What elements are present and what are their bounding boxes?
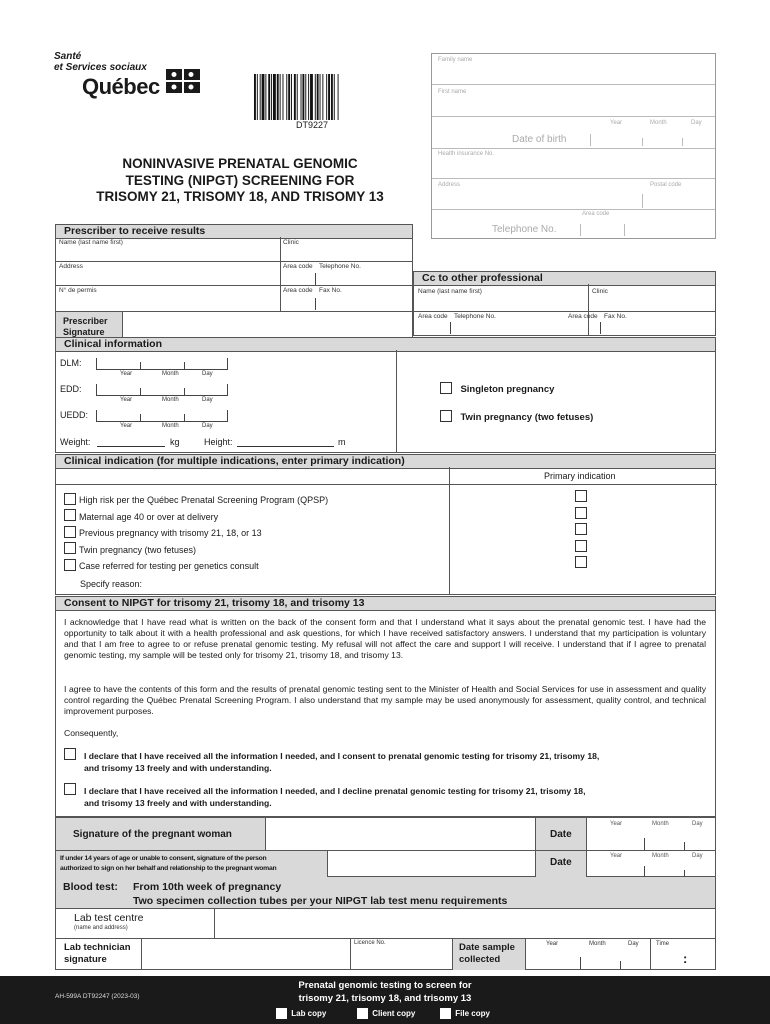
footer-title	[250, 979, 520, 1005]
barcode-bar	[310, 74, 313, 120]
prescriber-area-code-label: Area code	[283, 263, 313, 270]
health-insurance-label: Health insurance No.	[438, 151, 495, 157]
clinical-section	[55, 350, 716, 453]
prescriber-address-label: Address	[59, 263, 83, 270]
consent-section	[55, 609, 716, 817]
twin-option[interactable]	[440, 407, 593, 425]
under14-line-1: If under 14 years of age or unable to consent, signature of the person	[60, 855, 267, 862]
consent-accept-label	[84, 750, 714, 774]
barcode-bar	[262, 74, 265, 120]
cc-fax-area-label: Area code	[568, 313, 598, 320]
edd-year-label: Year	[120, 397, 133, 403]
fleur-de-lis-icon	[166, 69, 200, 93]
cc-fax-label: Fax No.	[604, 313, 627, 320]
barcode-bar	[277, 74, 279, 120]
signature-section	[55, 817, 716, 877]
barcode-bar	[297, 74, 298, 120]
prescriber-telephone-label: Telephone No.	[319, 263, 361, 270]
copy-lab-checkbox[interactable]	[276, 1008, 287, 1019]
barcode-bar	[334, 74, 335, 120]
singleton-option[interactable]	[440, 379, 554, 397]
barcode-bar	[260, 74, 261, 120]
family-name-label: Family name	[438, 57, 473, 63]
uedd-day-label: Day	[202, 423, 213, 429]
barcode-bar	[265, 74, 266, 120]
indication-label: Previous pregnancy with trisomy 21, 18, or 13	[79, 528, 262, 538]
blood-test-label: Blood test:	[63, 881, 118, 893]
barcode	[254, 74, 370, 120]
barcode-bar	[268, 74, 270, 120]
indication-checkbox[interactable]	[64, 493, 76, 505]
height-field[interactable]	[237, 446, 334, 447]
date-label-2: Date	[550, 857, 572, 868]
weight-label: Weight:	[60, 437, 91, 447]
prescriber-section	[55, 237, 413, 339]
address-label: Address	[438, 182, 461, 188]
consent-paragraph-2: I agree to have the contents of this form and the results of prenatal genomic testing sent to the Minister of Health and Social Services for use in assessment and quality control regarding the Québec Prenatal Screening Program. I also understand that my sample may be used anonymously for assessment, quality control, and technical improvement purposes.	[64, 684, 706, 716]
singleton-checkbox[interactable]	[440, 382, 452, 394]
blood-test-section	[55, 877, 716, 970]
dob-year-label: Year	[610, 120, 623, 126]
lab-centre-sub-label: (name and address)	[74, 925, 128, 931]
collected-year-label: Year	[546, 941, 559, 947]
weight-field[interactable]	[97, 446, 165, 447]
lab-technician-line-2: signature	[64, 954, 107, 965]
indication-option[interactable]	[64, 556, 259, 574]
indication-label: High risk per the Québec Prenatal Screening Program (QPSP)	[79, 495, 329, 505]
footer-title-line-1: Prenatal genomic testing to screen for	[298, 980, 472, 991]
collected-day-label: Day	[628, 941, 639, 947]
indication-option[interactable]	[64, 490, 328, 508]
indication-option[interactable]	[64, 540, 196, 558]
cc-telephone-label: Telephone No.	[454, 313, 496, 320]
copy-file-checkbox[interactable]	[440, 1008, 451, 1019]
barcode-bar	[280, 74, 281, 120]
barcode-bar	[257, 74, 258, 120]
copy-lab-label: Lab copy	[291, 1008, 327, 1018]
cc-name-label: Name (last name first)	[418, 288, 482, 295]
cc-section	[413, 284, 716, 336]
prescriber-fax-label: Fax No.	[319, 287, 342, 294]
quebec-logo	[54, 51, 160, 99]
dlm-month-label: Month	[162, 371, 179, 377]
kg-label: kg	[170, 437, 180, 447]
under14-label	[60, 854, 276, 874]
consent-decline-line-1: I declare that I have received all the information I needed, and I decline prenatal genomic testing for trisomy 21, trisomy 18,	[84, 786, 586, 796]
consent-accept-checkbox[interactable]	[64, 748, 76, 760]
blood-test-line-2: Two specimen collection tubes per your NIPGT lab test menu requirements	[133, 895, 508, 907]
cc-clinic-label: Clinic	[592, 288, 608, 295]
prescriber-signature-line-1: Prescriber	[63, 316, 108, 326]
singleton-label: Singleton pregnancy	[460, 384, 555, 395]
cc-area-code-label: Area code	[418, 313, 448, 320]
edd-day-label: Day	[202, 397, 213, 403]
barcode-bar	[301, 74, 302, 120]
barcode-code: DT9227	[295, 120, 329, 130]
clinical-header: Clinical information	[55, 337, 716, 352]
title-line-1: NONINVASIVE PRENATAL GENOMIC	[122, 156, 358, 171]
edd-date-field[interactable]	[96, 382, 228, 396]
dlm-day-label: Day	[202, 371, 213, 377]
sig-month-label-1: Month	[652, 821, 669, 827]
specify-reason-label: Specify reason:	[80, 579, 143, 589]
primary-indication-checkbox[interactable]	[575, 523, 587, 535]
barcode-bar	[326, 74, 327, 120]
barcode-bar	[288, 74, 290, 120]
lab-technician-signature-field[interactable]	[142, 940, 349, 969]
barcode-bar	[305, 74, 306, 120]
primary-indication-checkbox[interactable]	[575, 490, 587, 502]
lab-technician-line-1: Lab technician	[64, 942, 131, 953]
barcode-bar	[283, 74, 284, 120]
consent-decline-label	[84, 785, 714, 809]
patient-id-box[interactable]	[431, 53, 716, 239]
prescriber-permit-label: N° de permis	[59, 287, 97, 294]
prescriber-name-label: Name (last name first)	[59, 239, 123, 246]
twin-checkbox[interactable]	[440, 410, 452, 422]
prescriber-signature-field[interactable]	[124, 313, 412, 337]
consent-accept-line-2: and trisomy 13 freely and with understanding.	[84, 763, 272, 773]
lab-centre-label: Lab test centre	[74, 912, 144, 924]
uedd-month-label: Month	[162, 423, 179, 429]
copy-client-checkbox[interactable]	[357, 1008, 368, 1019]
footer-title-line-2: trisomy 21, trisomy 18, and trisomy 13	[298, 993, 472, 1004]
prescriber-fax-area-label: Area code	[283, 287, 313, 294]
dob-label: Date of birth	[512, 134, 567, 145]
area-code-label: Area code	[582, 211, 610, 217]
consent-accept-line-1: I declare that I have received all the information I needed, and I consent to prenatal genomic testing for trisomy 21, trisomy 18,	[84, 751, 600, 761]
indication-checkbox[interactable]	[64, 509, 76, 521]
sig-day-label-1: Day	[692, 821, 703, 827]
copy-file[interactable]	[440, 1008, 490, 1019]
barcode-bar	[291, 74, 292, 120]
authorized-signature-field[interactable]	[329, 852, 535, 877]
primary-indication-label: Primary indication	[544, 471, 616, 481]
postal-code-label: Postal code	[650, 182, 682, 188]
indication-checkbox[interactable]	[64, 559, 76, 571]
licence-label: Licence No.	[354, 940, 386, 946]
edd-month-label: Month	[162, 397, 179, 403]
collected-month-label: Month	[589, 941, 606, 947]
sig-year-label-1: Year	[610, 821, 623, 827]
title-line-2: TESTING (NIPGT) SCREENING FOR	[125, 172, 355, 188]
pregnant-woman-signature-field[interactable]	[267, 819, 535, 849]
height-label: Height:	[204, 437, 233, 447]
under14-line-2: authorized to sign on her behalf and relationship to the pregnant woman	[60, 865, 277, 872]
logo-line-1: Santé	[54, 51, 82, 62]
lab-centre-field[interactable]	[215, 910, 715, 938]
barcode-bar	[302, 74, 304, 120]
prescriber-header: Prescriber to receive results	[55, 224, 413, 239]
barcode-bar	[308, 74, 309, 120]
sig-year-label-2: Year	[610, 853, 623, 859]
prescriber-signature-line-2: Signature	[63, 327, 105, 337]
title-line-3: TRISOMY 21, TRISOMY 18, AND TRISOMY 13	[96, 189, 384, 204]
telephone-label: Telephone No.	[492, 224, 557, 235]
dlm-date-field[interactable]	[96, 356, 228, 370]
indication-label: Twin pregnancy (two fetuses)	[79, 544, 197, 555]
barcode-bar	[294, 74, 296, 120]
uedd-date-field[interactable]	[96, 408, 228, 422]
indication-checkbox[interactable]	[64, 542, 76, 554]
prescriber-signature-label	[63, 316, 108, 338]
dlm-year-label: Year	[120, 371, 133, 377]
time-colon: :	[683, 951, 688, 966]
first-name-label: First name	[438, 89, 467, 95]
m-label: m	[338, 437, 346, 447]
lab-technician-label	[64, 942, 131, 966]
form-code: AH-599A DT92247 (2023-03)	[55, 993, 140, 1000]
cc-header: Cc to other professional	[413, 271, 716, 286]
copy-client[interactable]	[357, 1008, 415, 1019]
uedd-year-label: Year	[120, 423, 133, 429]
barcode-bar	[317, 74, 319, 120]
barcode-bar	[254, 74, 256, 120]
consent-decline-line-2: and trisomy 13 freely and with understanding.	[84, 798, 272, 808]
indication-option[interactable]	[64, 507, 218, 525]
barcode-bar	[273, 74, 276, 120]
logo-line-3: Québec	[82, 74, 160, 99]
sig-month-label-2: Month	[652, 853, 669, 859]
barcode-bar	[286, 74, 287, 120]
collected-time-label: Time	[656, 941, 670, 947]
twin-label: Twin pregnancy (two fetuses)	[460, 412, 594, 423]
barcode-bar	[320, 74, 321, 120]
logo-line-2: et Services sociaux	[54, 62, 147, 73]
barcode-bar	[322, 74, 323, 120]
indication-checkbox[interactable]	[64, 526, 76, 538]
pregnant-woman-signature-label: Signature of the pregnant woman	[73, 829, 232, 840]
indication-label: Case referred for testing per genetics consult	[79, 561, 259, 571]
barcode-bar	[338, 74, 339, 120]
date-collected-line-2: collected	[459, 954, 501, 965]
consent-decline-checkbox[interactable]	[64, 783, 76, 795]
primary-indication-checkbox[interactable]	[575, 507, 587, 519]
consent-header: Consent to NIPGT for trisomy 21, trisomy 18, and trisomy 13	[55, 596, 716, 611]
indication-label: Maternal age 40 or over at delivery	[79, 511, 219, 522]
primary-indication-checkbox[interactable]	[575, 556, 587, 568]
date-collected-line-1: Date sample	[459, 942, 515, 953]
copy-lab[interactable]	[276, 1008, 326, 1019]
edd-label: EDD:	[60, 384, 82, 394]
date-label-1: Date	[550, 829, 572, 840]
indication-option[interactable]	[64, 523, 262, 541]
indication-header: Clinical indication (for multiple indications, enter primary indication)	[55, 454, 716, 469]
form-title	[70, 156, 410, 206]
consent-paragraph-1: I acknowledge that I have read what is written on the back of the consent form and that I understand what it says about the prenatal genomic test. I have had the opportunity to talk about it with a health professional and ask questions, for which I have received satisfactory answers. I understand that my participation is voluntary and that I am free to agree to or refuse prenatal genomic testing. My refusal will not affect the care and support I will receive. I understand that if I agree to prenatal genomic testing, my sample will be tested only for trisomy 21, trisomy 18, and trisomy 13.	[64, 617, 706, 660]
dob-month-label: Month	[650, 120, 667, 126]
copy-file-label: File copy	[455, 1008, 490, 1018]
dlm-label: DLM:	[60, 358, 82, 368]
indication-section	[55, 467, 716, 595]
primary-indication-checkbox[interactable]	[575, 540, 587, 552]
blood-test-line-1: From 10th week of pregnancy	[133, 881, 282, 893]
prescriber-clinic-label: Clinic	[283, 239, 299, 246]
footer-bar	[0, 976, 770, 1024]
barcode-bar	[315, 74, 316, 120]
uedd-label: UEDD:	[60, 410, 89, 420]
barcode-bar	[331, 74, 333, 120]
date-collected-label	[459, 942, 515, 966]
consent-paragraph-3: Consequently,	[64, 728, 119, 738]
barcode-bar	[271, 74, 272, 120]
copy-client-label: Client copy	[372, 1008, 416, 1018]
dob-day-label: Day	[691, 120, 702, 126]
sig-day-label-2: Day	[692, 853, 703, 859]
barcode-bar	[328, 74, 330, 120]
